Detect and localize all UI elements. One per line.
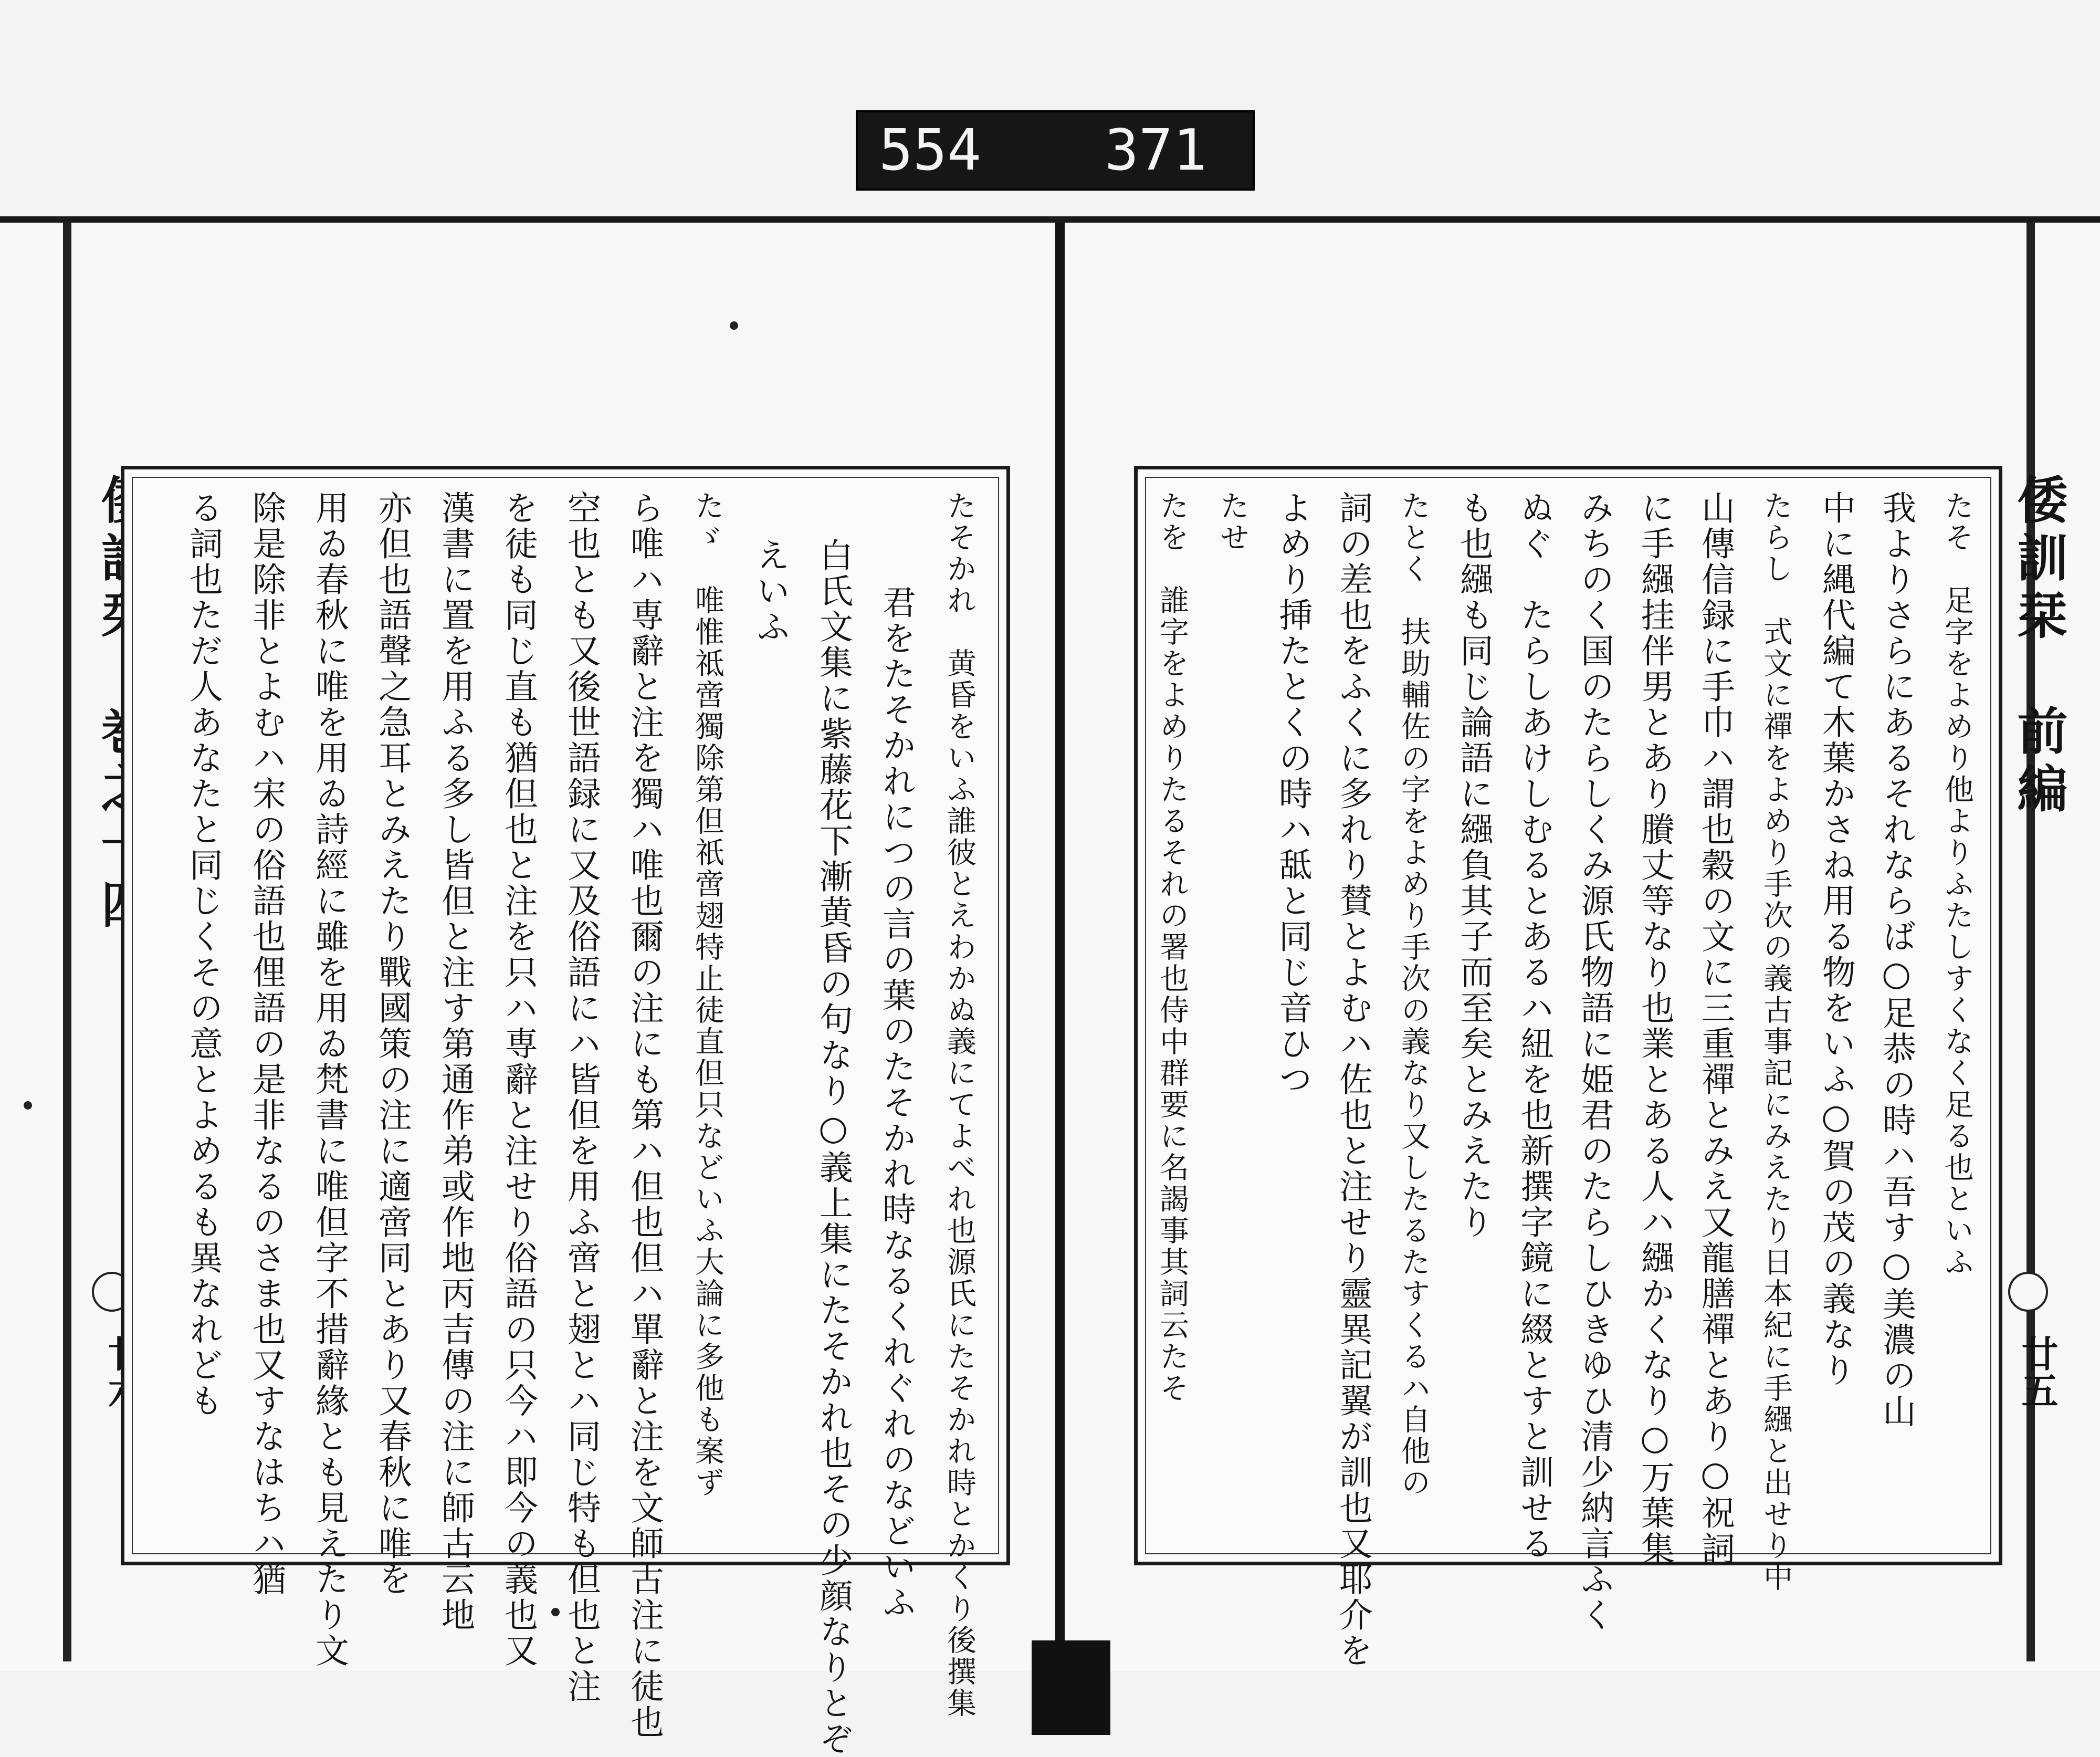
right-folio: 廿五 — [2015, 1335, 2059, 1408]
left-book-edge — [63, 223, 71, 1661]
right-col-13: たせ — [1215, 490, 1250, 553]
right-col-07: みちのく国のたらしくみ源氏物語に姫君のたらしひきゆひ清少納言ふく — [1575, 490, 1614, 1633]
left-col-05: たゞ 唯惟祗啻獨除第但祇啻翅特止徒直但只などいふ大論に多他も案ず — [690, 490, 724, 1499]
book-spine — [1055, 223, 1065, 1640]
left-col-12: 除是除非とよむハ宋の俗語也俚語の是非なるのさま也又すなはちハ猶 — [247, 490, 286, 1597]
catalog-number-left: 554 — [879, 118, 982, 183]
spread-top-edge — [0, 216, 2100, 223]
right-col-02: 我よりさらにあるそれならば○足恭の時ハ吾す○美濃の山 — [1877, 490, 1916, 1429]
left-col-02: 君をたそかれにつの言の葉のたそかれ時なるくれぐれのなどいふ — [877, 585, 916, 1620]
right-col-06: に手繦挂伴男とあり賸丈等なり也業とある人ハ繦かくなり○万葉集 — [1635, 490, 1674, 1567]
right-binding-hole — [2008, 1272, 2048, 1312]
left-col-11: 用ゐ春秋に唯を用ゐ詩經に雖を用ゐ梵書に唯但字不措辭緣とも見えたり文 — [310, 490, 349, 1669]
left-col-07: 空也とも又後世語録に又及俗語にハ皆但を用ふ啻と翅とハ同じ特も但也と注 — [562, 490, 601, 1704]
right-col-11: 詞の差也をふくに多れり賛とよむハ佐也と注せり靈異記翼が訓也又耶介を — [1334, 490, 1372, 1669]
spine-bottom — [1032, 1640, 1110, 1735]
right-col-10: たとく 扶助輔佐の字をよめり手次の義なり又したるたすくるハ自他の — [1396, 490, 1431, 1499]
right-margin-title: 倭訓栞 前編 — [2009, 474, 2068, 820]
left-col-06: ら唯ハ専辭と注を獨ハ唯也爾の注にも第ハ但也但ハ單辭と注を文師古注に徒也 — [625, 490, 664, 1740]
right-col-08: ぬぐ たらしあけしむるとあるハ紐を也新撰字鏡に綴とすと訓せる — [1515, 490, 1553, 1562]
left-text-frame — [121, 466, 1010, 1757]
right-col-14: たを 誰字をよめりたるそれの署也侍中群要に名謁事其詞云たそ — [1155, 490, 1189, 1404]
right-col-09: も也繦も同じ論語に繦負其子而至矣とみえたり — [1454, 490, 1493, 1240]
right-col-12: よめり挿たとくの時ハ䑛と同じ音ひつ — [1273, 490, 1312, 1097]
ink-speck — [24, 1101, 32, 1110]
catalog-number-right: 371 — [1105, 118, 1208, 183]
right-col-03: 中に縄代編て木葉かさね用る物をいふ○賀の茂の義なり — [1816, 490, 1855, 1388]
ink-speck — [551, 1608, 560, 1616]
left-col-04: えいふ — [751, 538, 790, 645]
left-col-09: 漢書に置を用ふる多し皆但と注す第通作弟或作地丙吉傳の注に師古云地 — [436, 490, 475, 1633]
left-col-01: たそかれ 黄昏をいふ誰彼とえわかぬ義にてよべれ也源氏にたそかれ時とかくり後撰集 — [942, 490, 976, 1719]
catalog-number-tag — [856, 110, 1255, 191]
left-col-03: 白氏文集に紫藤花下漸黄昏の句なり○義上集にたそかれ也その少顔なりとぞ — [814, 538, 853, 1757]
left-col-08: を徒も同じ直も猶但也と注を只ハ専辭と注せり俗語の只今ハ即今の義也又 — [499, 490, 538, 1669]
right-col-04: たらし 式文に禪をよめり手次の義古事記にみえたり日本紀に手繦と出せり中 — [1759, 490, 1793, 1593]
right-book-edge — [2026, 223, 2035, 1661]
right-text-frame — [1134, 466, 2002, 1669]
right-col-01: たそ 足字をよめり他よりふたしすくなく足る也といふ — [1940, 490, 1974, 1278]
left-col-10: 亦但也語聲之急耳とみえたり戰國策の注に適啻同とあり又春秋に唯を — [373, 490, 412, 1597]
book-spread — [0, 216, 2100, 1757]
left-col-13: る詞也ただ人あなたと同じくその意とよめるも異なれども — [184, 490, 223, 1419]
right-col-05: 山傳信録に手巾ハ謂也穀の文に三重禪とみえ又龍膳禪とあり○祝詞 — [1696, 490, 1735, 1567]
ink-speck — [730, 321, 738, 330]
